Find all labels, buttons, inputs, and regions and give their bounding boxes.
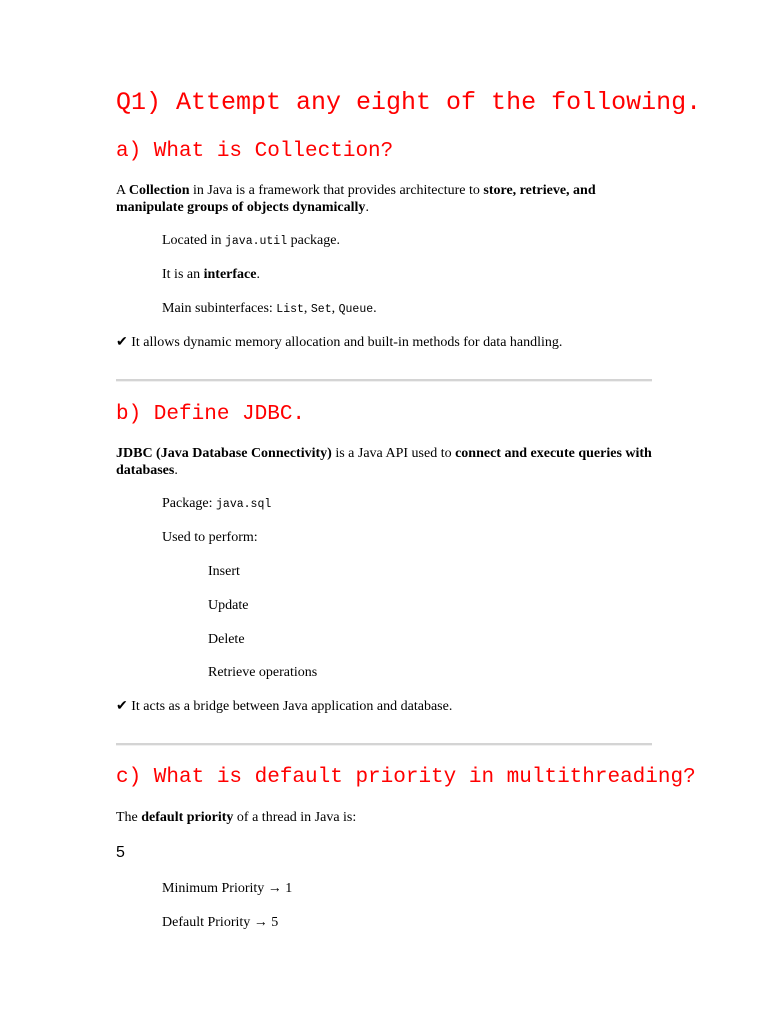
code-span: java.util (224, 235, 288, 248)
text-span: It is an (162, 267, 204, 282)
list-item (162, 232, 340, 250)
text-span: of a thread in Java is: (233, 810, 357, 825)
list-item: Used to perform: (162, 530, 258, 545)
code-span: Queue (338, 303, 374, 316)
text-span: . (373, 301, 377, 316)
text-span: The (116, 810, 142, 825)
page-title: Q1) Attempt any eight of the following. (116, 88, 702, 117)
list-item: Default Priority → 5 (162, 915, 279, 930)
bold-span: interface (203, 267, 257, 282)
priority-value: 5 (116, 844, 125, 861)
list-item (162, 266, 260, 283)
section-c-intro (116, 809, 656, 826)
section-a-note: ✔ It allows dynamic memory allocation and built-in methods for data handling. (116, 335, 563, 350)
bold-span: store, retrieve, and manipulate groups of objects dynamically (116, 183, 596, 215)
bold-span: default priority (141, 810, 234, 825)
code-span: List (276, 303, 304, 316)
sub-list-item: Update (208, 598, 249, 613)
sub-list-item: Insert (208, 564, 240, 579)
text-span: A (116, 183, 129, 198)
section-b-intro (116, 445, 656, 479)
sub-list-item: Retrieve operations (208, 665, 318, 680)
list-item (162, 300, 377, 318)
section-a-heading: a) What is Collection? (116, 140, 394, 163)
text-span: in Java is a framework that provides architecture to (189, 183, 484, 198)
bold-span: Collection (128, 183, 190, 198)
bold-span: JDBC (Java Database Connectivity) (116, 446, 332, 461)
text-span: , (331, 301, 339, 316)
code-span: Set (310, 303, 332, 316)
text-span: Located in (162, 233, 225, 248)
text-span: is a Java API used to (331, 446, 456, 461)
bold-span: connect and execute queries with databases (116, 446, 652, 478)
section-b-heading: b) Define JDBC. (116, 403, 306, 426)
text-span: . (365, 200, 369, 215)
text-span: . (174, 463, 178, 478)
section-b-note: ✔ It acts as a bridge between Java application and database. (116, 699, 453, 714)
divider (116, 743, 652, 746)
text-span: . (256, 267, 260, 282)
code-span: java.sql (216, 498, 272, 511)
text-span: package. (287, 233, 340, 248)
text-span: , (303, 301, 311, 316)
text-span: Package: (162, 496, 217, 511)
list-item: Minimum Priority → 1 (162, 881, 293, 896)
list-item (162, 495, 271, 513)
sub-list-item: Delete (208, 632, 245, 647)
text-span: Main subinterfaces: (162, 301, 277, 316)
divider (116, 379, 652, 382)
section-a-intro (116, 182, 656, 216)
section-c-heading: c) What is default priority in multithreading? (116, 766, 696, 789)
